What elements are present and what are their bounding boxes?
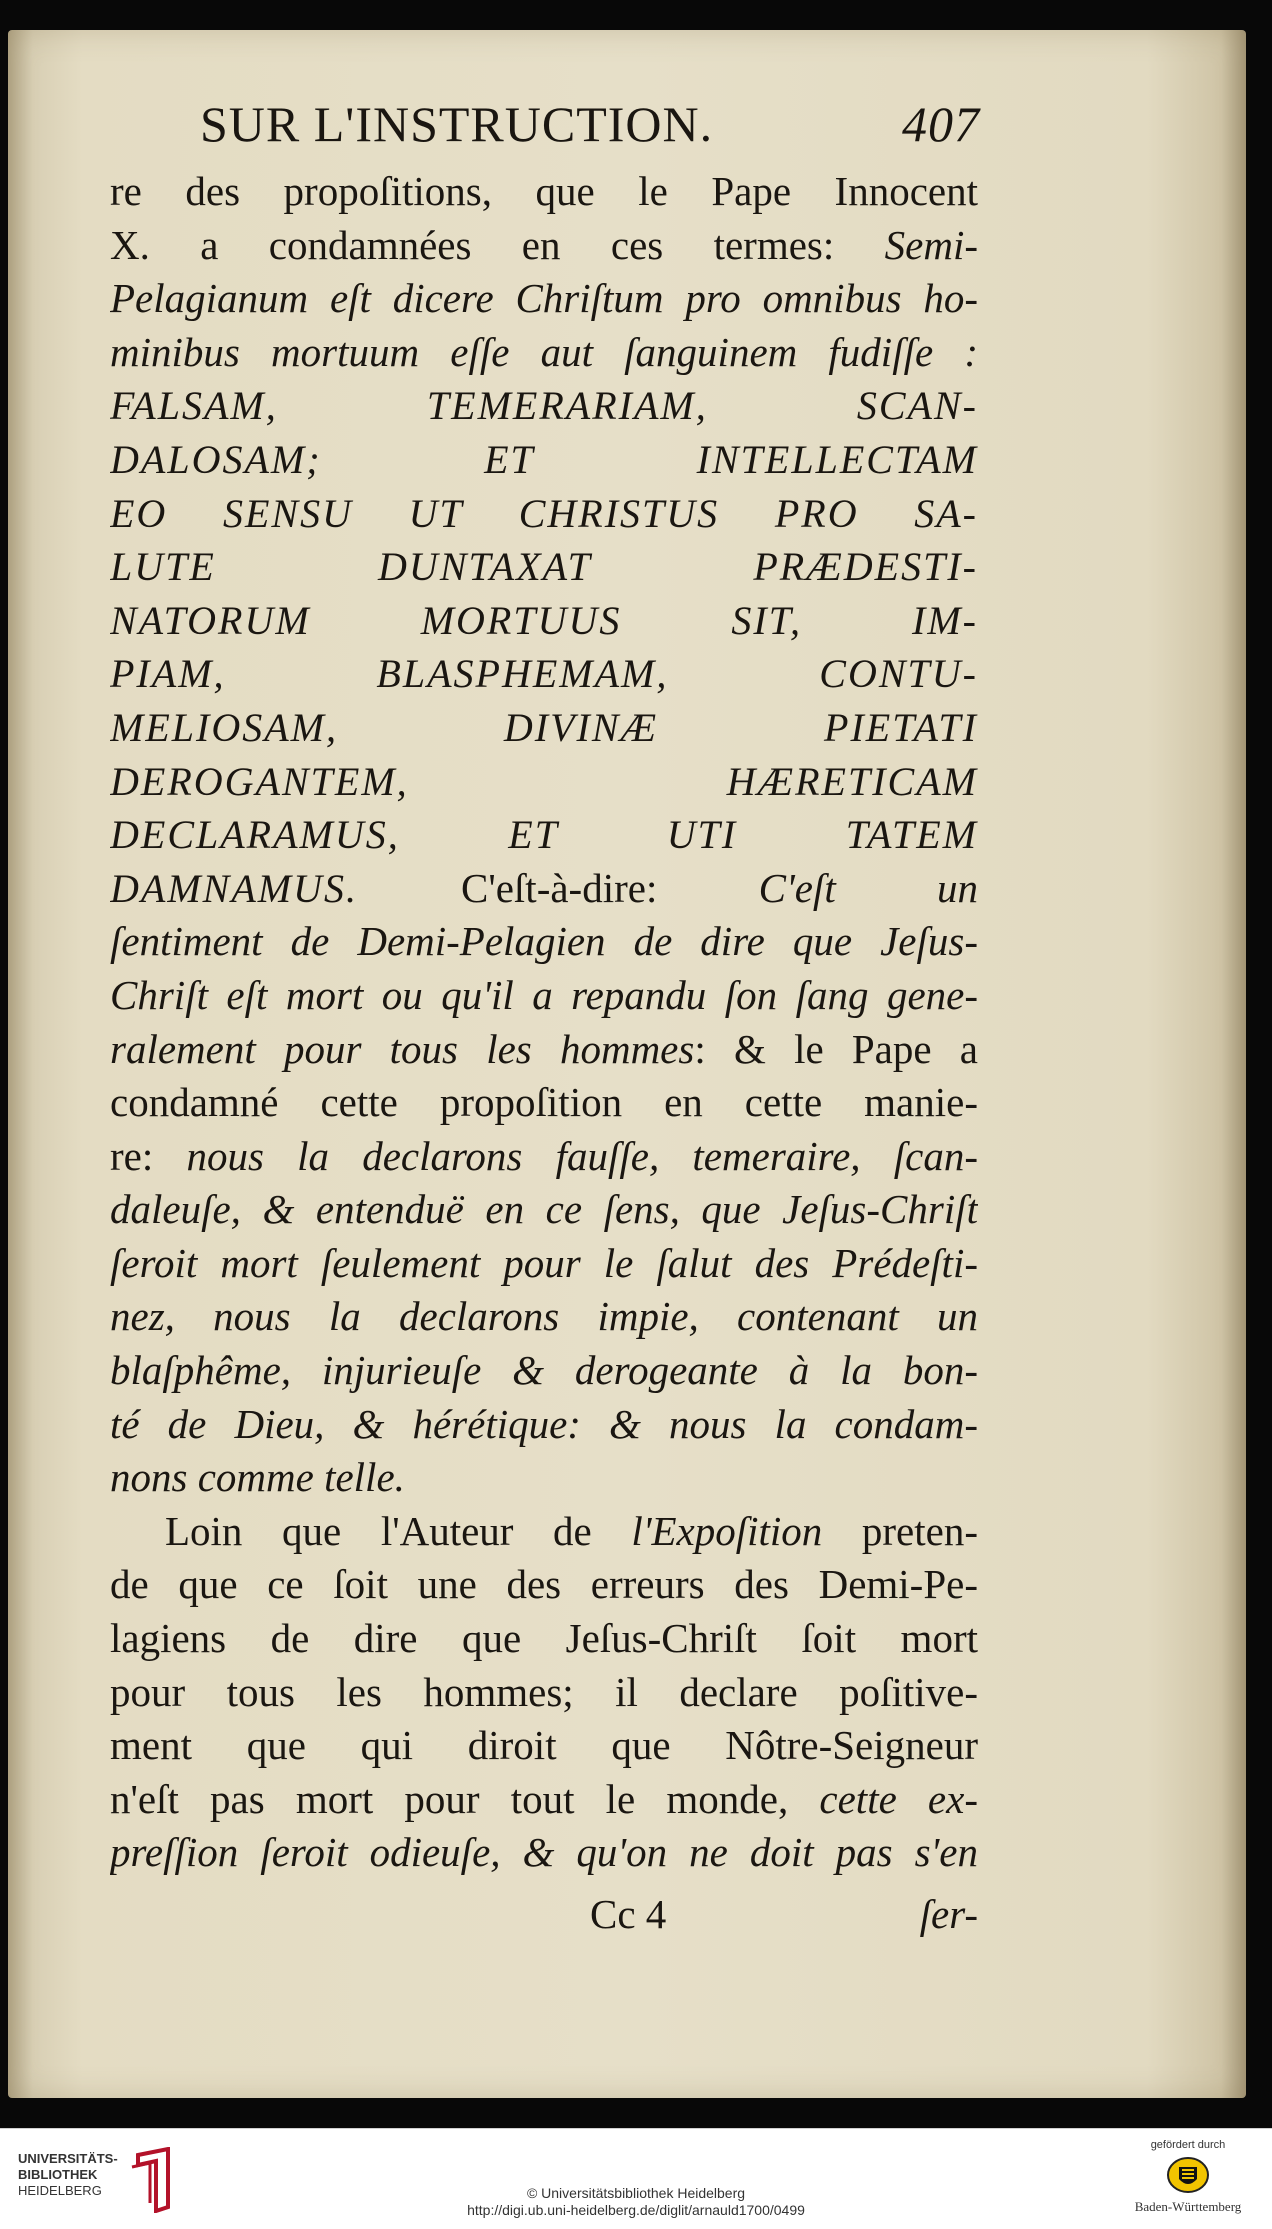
text-segment: Semi- xyxy=(884,221,978,268)
sponsor-label: gefördert durch xyxy=(1150,2139,1226,2151)
text-line xyxy=(110,594,978,648)
text-line xyxy=(110,1344,978,1398)
text-segment: ralement pour tous les hommes xyxy=(110,1025,695,1072)
copyright-block xyxy=(0,2185,1272,2219)
text-line xyxy=(110,487,978,541)
text-segment: MELIOSAM, DIVINÆ PIETATI xyxy=(110,704,978,750)
text-segment: C'eſt un xyxy=(758,864,978,911)
text-line xyxy=(110,755,978,809)
text-segment: de que ce ſoit une des erreurs des Demi-Pe- xyxy=(110,1561,978,1608)
text-line xyxy=(110,1183,978,1237)
text-segment: nez, nous la declarons impie, contenant un xyxy=(110,1293,978,1340)
text-line xyxy=(110,165,978,219)
text-segment: daleuſe, & entenduë en ce ſens, que Jeſus-Chriſt xyxy=(110,1186,978,1233)
text-segment: pour tous les hommes; il declare poſitive- xyxy=(110,1668,978,1715)
text-line xyxy=(110,969,978,1023)
text-segment: Pelagianum eſt dicere Chriſtum pro omnibus ho- xyxy=(110,275,978,322)
text-segment: EO SENSU UT CHRISTUS PRO SA- xyxy=(110,490,978,536)
text-line xyxy=(110,915,978,969)
sponsor-block[interactable] xyxy=(1118,2139,1258,2215)
text-line xyxy=(110,862,978,916)
library-name-line1: UNIVERSITÄTS- xyxy=(18,2151,118,2166)
text-segment: : & le Pape a xyxy=(694,1025,978,1072)
text-segment: C'eſt-à-dire: xyxy=(460,864,759,911)
text-segment: lagiens de dire que Jeſus-Chriſt ſoit mort xyxy=(110,1615,978,1662)
text-segment: Chriſt eſt mort ou qu'il a repandu ſon ſang gene- xyxy=(110,971,978,1018)
text-segment: FALSAM, TEMERARIAM, SCAN- xyxy=(110,383,978,429)
text-line xyxy=(110,1451,978,1505)
text-segment: ment que qui diroit que Nôtre-Seigneur xyxy=(110,1722,978,1769)
text-segment: X. a condamnées en ces termes: xyxy=(110,221,885,268)
text-line xyxy=(110,647,978,701)
text-line xyxy=(110,1076,978,1130)
text-line xyxy=(110,219,978,273)
library-name-line2: BIBLIOTHEK xyxy=(18,2167,98,2182)
text-segment: ſentiment de Demi-Pelagien de dire que Jeſus- xyxy=(110,918,978,965)
viewer-footer xyxy=(0,2128,1272,2229)
text-segment: NATORUM MORTUUS SIT, IM- xyxy=(110,597,978,643)
text-line xyxy=(110,1558,978,1612)
page-text-body xyxy=(110,165,978,1880)
sponsor-name: Baden-Württemberg xyxy=(1134,2199,1242,2214)
library-name-line3: HEIDELBERG xyxy=(18,2183,102,2198)
text-segment: DECLARAMUS, ET UTI TATEM xyxy=(110,812,978,858)
running-title: SUR L'INSTRUCTION. xyxy=(200,96,714,152)
text-line xyxy=(110,1290,978,1344)
text-line xyxy=(110,1023,978,1077)
text-segment: l'Expoſition xyxy=(631,1507,823,1554)
text-line xyxy=(110,379,978,433)
text-line xyxy=(110,1505,978,1559)
text-line xyxy=(110,1773,978,1827)
text-segment: ſeroit mort ſeulement pour le ſalut des Prédeſti- xyxy=(110,1239,978,1286)
text-segment: re des propoſitions, que le Pape Innocent xyxy=(110,168,978,214)
text-line xyxy=(110,1237,978,1291)
running-header xyxy=(200,95,980,165)
text-segment: DAMNAMUS. xyxy=(110,865,461,911)
text-segment: cette ex- xyxy=(819,1775,978,1822)
text-segment: blaſphême, injurieuſe & derogeante à la bon- xyxy=(110,1347,978,1394)
state-coat-of-arms-icon xyxy=(1165,2155,1211,2195)
page-signature-line xyxy=(110,1890,978,1946)
text-line xyxy=(110,808,978,862)
text-line xyxy=(110,1130,978,1184)
text-segment: DALOSAM; ET INTELLECTAM xyxy=(110,436,978,482)
text-line xyxy=(110,701,978,755)
catchword: ſer- xyxy=(919,1891,978,1937)
copyright-text: © Universitätsbibliothek Heidelberg xyxy=(526,2185,746,2201)
text-segment: preten- xyxy=(822,1507,978,1554)
text-line xyxy=(110,1398,978,1452)
text-segment: PIAM, BLASPHEMAM, CONTU- xyxy=(110,651,978,697)
text-segment: nons comme telle. xyxy=(110,1454,405,1501)
text-line xyxy=(110,272,978,326)
text-line xyxy=(110,1666,978,1720)
text-segment: preſſion ſeroit odieuſe, & qu'on ne doit pas s'en xyxy=(110,1829,978,1876)
signature-mark: Cc 4 xyxy=(590,1891,667,1937)
text-line xyxy=(110,1826,978,1880)
text-segment: condamné cette propoſition en cette manie- xyxy=(110,1079,978,1126)
text-segment: DEROGANTEM, HÆRETICAM xyxy=(110,758,978,804)
text-segment: n'eſt pas mort pour tout le monde, xyxy=(110,1775,820,1822)
page-number: 407 xyxy=(902,96,980,152)
text-segment: nous la declarons fauſſe, temeraire, ſcan- xyxy=(186,1132,978,1179)
text-segment: LUTE DUNTAXAT PRÆDESTI- xyxy=(110,544,978,590)
text-line xyxy=(110,326,978,380)
text-line xyxy=(110,1612,978,1666)
permalink-url[interactable]: http://digi.ub.uni-heidelberg.de/diglit/arnauld1700/0499 xyxy=(467,2202,805,2218)
text-line xyxy=(110,540,978,594)
text-segment: minibus mortuum eſſe aut ſanguinem fudiſſe : xyxy=(110,328,978,375)
text-segment: re: xyxy=(110,1132,187,1179)
text-segment: té de Dieu, & hérétique: & nous la condam- xyxy=(110,1400,978,1447)
text-segment: Loin que l'Auteur de xyxy=(165,1507,632,1554)
text-line xyxy=(110,433,978,487)
text-line xyxy=(110,1719,978,1773)
